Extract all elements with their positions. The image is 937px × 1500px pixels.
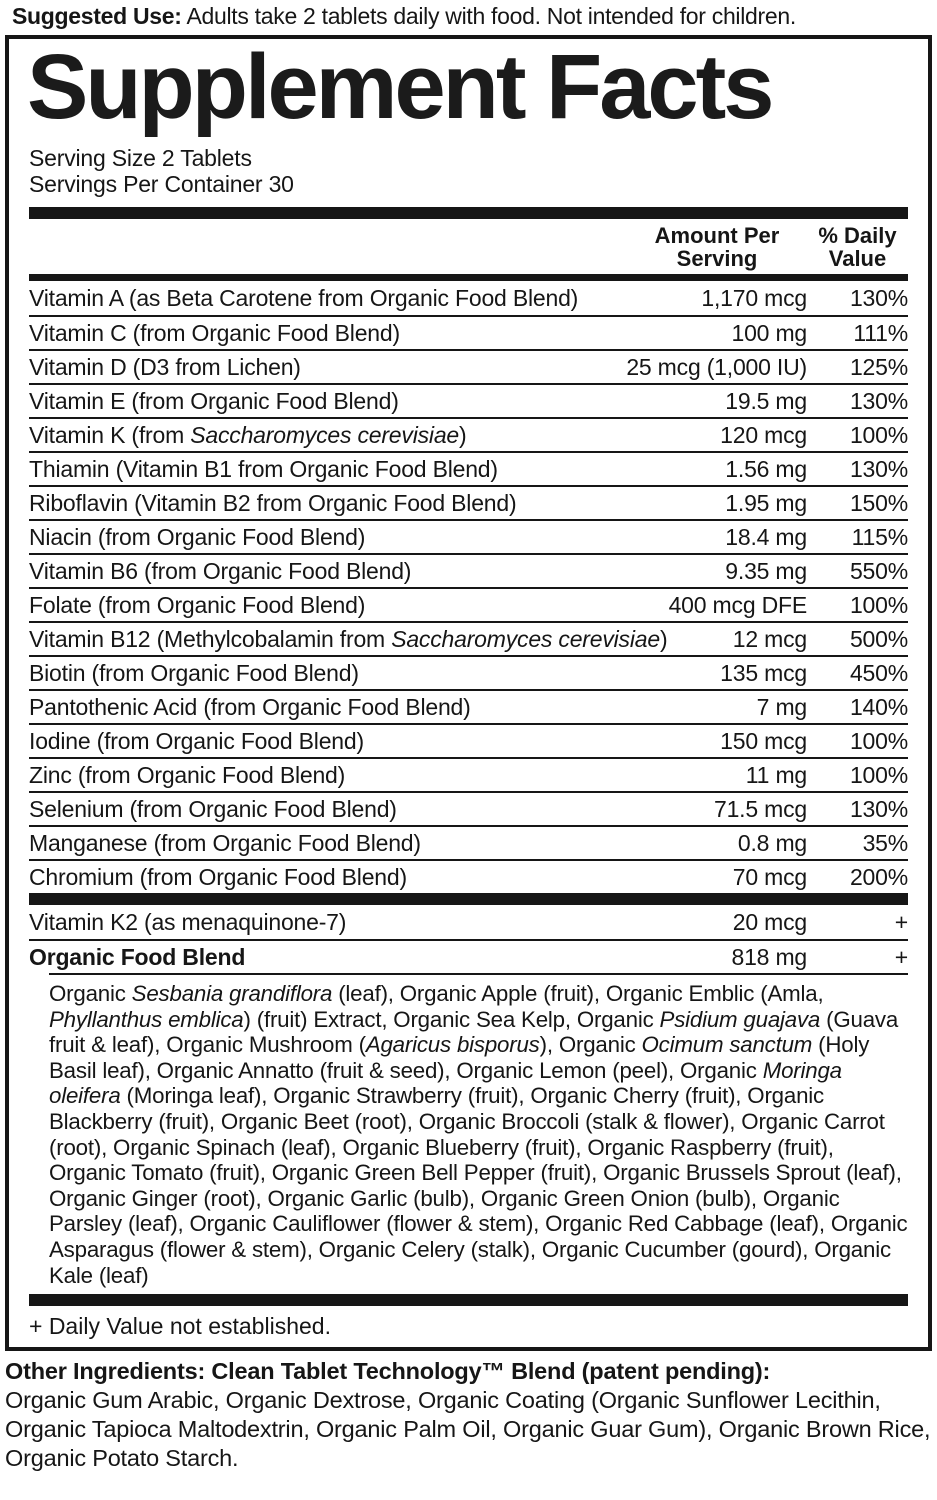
nutrient-daily-value: 130% [849,387,908,414]
nutrient-row [29,417,908,451]
nutrient-row [29,723,908,757]
nutrient-row [29,757,908,791]
nutrient-name: Selenium (from Organic Food Blend) [29,795,397,822]
nutrient-name: Niacin (from Organic Food Blend) [29,523,366,550]
nutrient-row [29,349,908,383]
nutrient-name: Organic Food Blend [29,943,246,970]
nutrient-amount: 400 mcg DFE [668,591,807,618]
nutrient-table [29,281,908,893]
nutrient-row [29,825,908,859]
nutrient-row [29,939,908,973]
nutrient-name: Vitamin K (from Saccharomyces cerevisiae) [29,421,467,448]
nutrient-amount: 1,170 mcg [701,284,807,311]
nutrient-amount: 11 mg [745,761,807,788]
nutrient-daily-value: 200% [849,863,908,890]
nutrient-daily-value: 125% [849,353,908,380]
serving-info [29,145,908,197]
nutrient-name: Riboflavin (Vitamin B2 from Organic Food Blend) [29,489,517,516]
nutrient-row [29,281,908,315]
nutrient-daily-value: 130% [849,455,908,482]
nutrient-amount: 25 mcg (1,000 IU) [626,353,807,380]
nutrient-name: Vitamin C (from Organic Food Blend) [29,319,400,346]
nutrient-daily-value: 100% [849,727,908,754]
nutrient-name: Chromium (from Organic Food Blend) [29,863,407,890]
nutrient-name: Vitamin A (as Beta Carotene from Organic Food Blend) [29,284,579,311]
nutrient-daily-value: 100% [849,421,908,448]
nutrient-name: Pantothenic Acid (from Organic Food Blend) [29,693,471,720]
nutrient-amount: 18.4 mg [725,523,807,550]
nutrient-name: Thiamin (Vitamin B1 from Organic Food Blend) [29,455,498,482]
supplement-facts-panel [5,35,932,1351]
nutrient-amount: 20 mcg [732,908,807,935]
nutrient-daily-value: 100% [849,591,908,618]
nutrient-amount: 100 mg [731,319,807,346]
nutrient-name: Biotin (from Organic Food Blend) [29,659,359,686]
thick-divider-bar [29,207,908,219]
nutrient-row [29,587,908,621]
nutrient-amount: 7 mg [756,693,807,720]
nutrient-name: Iodine (from Organic Food Blend) [29,727,364,754]
nutrient-row [29,383,908,417]
nutrient-daily-value: 450% [849,659,908,686]
thick-divider-bar [29,893,908,905]
daily-value-footnote: + Daily Value not established. [29,1313,331,1340]
nutrient-amount: 9.35 mg [725,557,807,584]
nutrient-daily-value: 500% [849,625,908,652]
nutrient-amount: 12 mcg [732,625,807,652]
nutrient-row [29,621,908,655]
extra-nutrient-table [29,905,908,973]
nutrient-row [29,689,908,723]
nutrient-row [29,655,908,689]
nutrient-daily-value: 140% [849,693,908,720]
nutrient-name: Vitamin B12 (Methylcobalamin from Saccharomyces cerevisiae) [29,625,668,652]
nutrient-amount: 0.8 mg [737,829,807,856]
nutrient-name: Vitamin B6 (from Organic Food Blend) [29,557,412,584]
nutrient-name: Vitamin D (D3 from Lichen) [29,353,301,380]
nutrient-daily-value: 115% [851,523,908,550]
suggested-use-text: Adults take 2 tablets daily with food. Not intended for children. [181,3,796,29]
suggested-use-line [0,0,937,32]
column-header-row [29,219,908,274]
nutrient-daily-value: 150% [849,489,908,516]
other-ingredients-section [5,1357,932,1473]
nutrient-name: Manganese (from Organic Food Blend) [29,829,421,856]
nutrient-daily-value: 100% [849,761,908,788]
other-ingredients-heading: Other Ingredients: Clean Tablet Technology™ Blend (patent pending): [5,1358,771,1385]
nutrient-row [29,315,908,349]
nutrient-row [29,485,908,519]
serving-size: Serving Size 2 Tablets [29,145,252,171]
nutrient-daily-value: 130% [849,284,908,311]
servings-per-container: Servings Per Container 30 [29,171,294,197]
suggested-use-label: Suggested Use: [12,3,182,29]
other-ingredients-text: Organic Gum Arabic, Organic Dextrose, Organic Coating (Organic Sunflower Lecithin, Organic Tapioca Maltodextrin, Organic Palm Oil, Organic Guar Gum), Organic Brown Rice, Organic Potato Starch. [5,1387,931,1472]
nutrient-daily-value: 35% [862,829,908,856]
nutrient-name: Folate (from Organic Food Blend) [29,591,366,618]
nutrient-amount: 19.5 mg [725,387,807,414]
panel-title: Supplement Facts [27,36,772,138]
nutrient-row [29,791,908,825]
nutrient-amount: 818 mg [731,943,807,970]
nutrient-name: Vitamin K2 (as menaquinone-7) [29,908,347,935]
nutrient-amount: 70 mcg [732,863,807,890]
nutrient-amount: 135 mcg [720,659,807,686]
nutrient-row [29,859,908,893]
nutrient-amount: 71.5 mcg [713,795,807,822]
nutrient-daily-value: 550% [849,557,908,584]
amount-per-serving-header: Amount Per Serving [654,223,780,271]
medium-divider-bar [29,274,908,281]
nutrient-daily-value: + [894,943,908,970]
thick-divider-bar [29,1294,908,1306]
organic-food-blend-ingredients: Organic Sesbania grandiflora (leaf), Organic Apple (fruit), Organic Emblic (Amla, Phyllanthus emblica) (fruit) Extract, Organic Sea Kelp, Organic Psidium guajava (Guava fruit & leaf), Organic Mushroom (Agaricus bisporus), Organic Ocimum sanctum (Holy Basil leaf), Organic Annatto (fruit & seed), Organic Lemon (peel), Organic Moringa oleifera (Moringa leaf), Organic Strawberry (fruit), Organic Cherry (fruit), Organic Blackberry (fruit), Organic Beet (root), Organic Broccoli (stalk & flower), Organic Carrot (root), Organic Spinach (leaf), Organic Blueberry (fruit), Organic Raspberry (fruit), Organic Tomato (fruit), Organic Green Bell Pepper (fruit), Organic Brussels Sprout (leaf), Organic Ginger (root), Organic Garlic (bulb), Organic Green Onion (bulb), Organic Parsley (leaf), Organic Cauliflower (flower & stem), Organic Red Cabbage (leaf), Organic Asparagus (flower & stem), Organic Celery (stalk), Organic Cucumber (gourd), Organic Kale (leaf) [49,981,908,1288]
nutrient-row [29,553,908,587]
nutrient-amount: 1.95 mg [725,489,807,516]
nutrient-daily-value: 111% [853,319,908,346]
nutrient-name: Vitamin E (from Organic Food Blend) [29,387,399,414]
nutrient-daily-value: + [894,908,908,935]
nutrient-row [29,519,908,553]
nutrient-row [29,451,908,485]
nutrient-amount: 150 mcg [720,727,807,754]
percent-daily-value-header: % Daily Value [818,223,897,271]
nutrient-amount: 1.56 mg [725,455,807,482]
nutrient-row [29,905,908,939]
nutrient-amount: 120 mcg [720,421,807,448]
nutrient-name: Zinc (from Organic Food Blend) [29,761,346,788]
nutrient-daily-value: 130% [849,795,908,822]
